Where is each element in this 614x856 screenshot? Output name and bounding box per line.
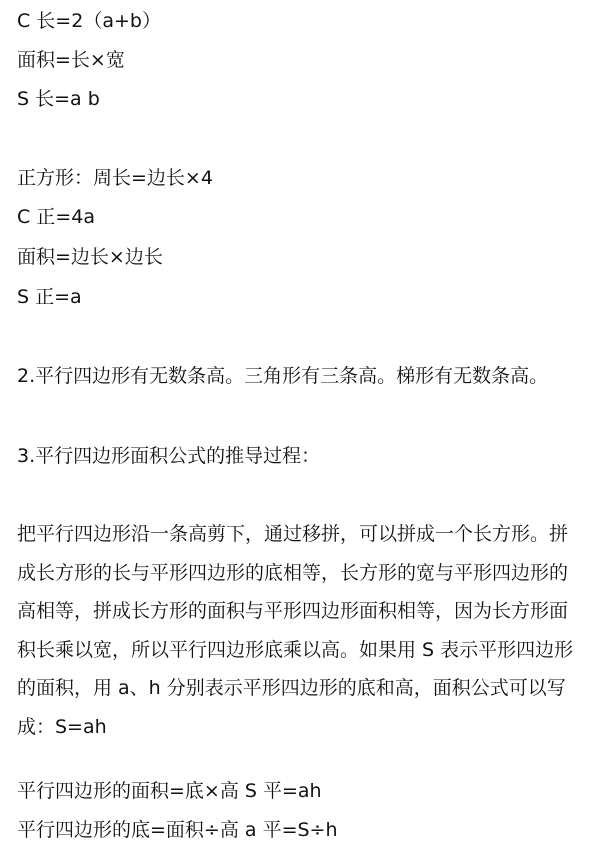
square-area-rule: 面积=边长×边长 bbox=[17, 246, 163, 268]
derivation-line: 成：S=ah bbox=[17, 715, 107, 738]
derivation-line: 积长乘以宽，所以平行四边形底乘以高。如果用 S 表示平形四边形 bbox=[17, 638, 574, 661]
parallelogram-base-formula: 平行四边形的底=面积÷高 a 平=S÷h bbox=[17, 819, 338, 841]
derivation-line: 把平行四边形沿一条高剪下，通过移拼，可以拼成一个长方形。拼 bbox=[17, 523, 569, 545]
square-perimeter-formula: C 正=4a bbox=[17, 206, 95, 228]
parallelogram-area-formula: 平行四边形的面积=底×高 S 平=ah bbox=[17, 780, 322, 802]
square-area-formula: S 正=a bbox=[17, 286, 82, 308]
square-perimeter-rule: 正方形：周长=边长×4 bbox=[17, 167, 213, 189]
section-2-text: 2.平行四边形有无数条高。三角形有三条高。梯形有无数条高。 bbox=[17, 365, 549, 387]
rectangle-area-formula: S 长=a b bbox=[17, 88, 100, 110]
rectangle-area-rule: 面积=长×宽 bbox=[17, 49, 125, 71]
derivation-line: 的面积，用 a、h 分别表示平形四边形的底和高，面积公式可以写 bbox=[17, 677, 566, 699]
section-3-heading: 3.平行四边形面积公式的推导过程： bbox=[17, 445, 321, 467]
derivation-line: 高相等，拼成长方形的面积与平形四边形面积相等，因为长方形面 bbox=[17, 600, 569, 622]
derivation-paragraph bbox=[17, 515, 609, 746]
derivation-line: 成长方形的长与平形四边形的底相等，长方形的宽与平形四边形的 bbox=[17, 561, 569, 584]
rectangle-perimeter-formula: C 长=2（a+b） bbox=[17, 10, 161, 32]
